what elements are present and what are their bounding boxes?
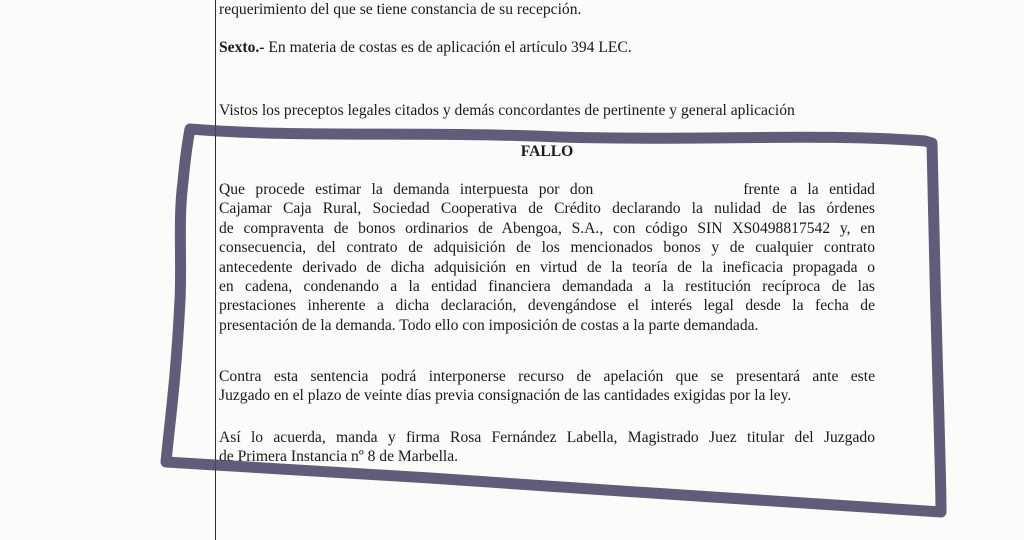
fallo-line: en cadena, condenando a la entidad financiera demandada a la restitución recíproca de las — [219, 278, 875, 296]
vistos-paragraph: Vistos los preceptos legales citados y demás concordantes de pertinente y general aplicación — [219, 102, 795, 119]
contra-paragraph — [219, 367, 875, 406]
asi-line: de Primera Instancia nº 8 de Marbella. — [219, 448, 459, 466]
asi-line: Así lo acuerda, manda y firma Rosa Fernández Labella, Magistrado Juez titular del Juzgado — [219, 429, 875, 446]
fallo-heading: FALLO — [520, 143, 574, 160]
sexto-text: En materia de costas es de aplicación el artículo 394 LEC. — [264, 39, 632, 56]
fallo-paragraph — [219, 180, 875, 335]
fallo-line: de compraventa de bonos ordinarios de Abengoa, S.A., con código SIN XS0498817542 y, en — [219, 219, 875, 237]
asi-paragraph — [219, 428, 875, 467]
fallo-line: Cajamar Caja Rural, Sociedad Cooperativa de Crédito declarando la nulidad de las órdenes — [219, 200, 875, 218]
sexto-paragraph — [219, 38, 875, 57]
fallo-line: presentación de la demanda. Todo ello con imposición de costas a la parte demandada. — [219, 316, 759, 334]
fallo-line: Que procede estimar la demanda interpuesta por don frente a la entidad — [219, 181, 875, 198]
fallo-line: consecuencia, del contrato de adquisición de los mencionados bonos y de cualquier contrato — [219, 239, 875, 257]
contra-line: Contra esta sentencia podrá interponerse recurso de apelación que se presentará ante este — [219, 368, 875, 385]
fallo-line: antecedente derivado de dicha adquisición en virtud de la teoría de la ineficacia propagada o — [219, 258, 875, 276]
sexto-label: Sexto.- — [219, 39, 265, 56]
top-paragraph-fragment: requerimiento del que se tiene constancia de su recepción. — [219, 1, 582, 18]
fallo-line: prestaciones inherente a dicha declaración, devengándose el interés legal desde la fecha de — [219, 297, 875, 315]
contra-line: Juzgado en el plazo de veinte días previa consignación de las cantidades exigidas por la ley. — [219, 387, 792, 405]
left-margin-rule — [215, 0, 216, 540]
